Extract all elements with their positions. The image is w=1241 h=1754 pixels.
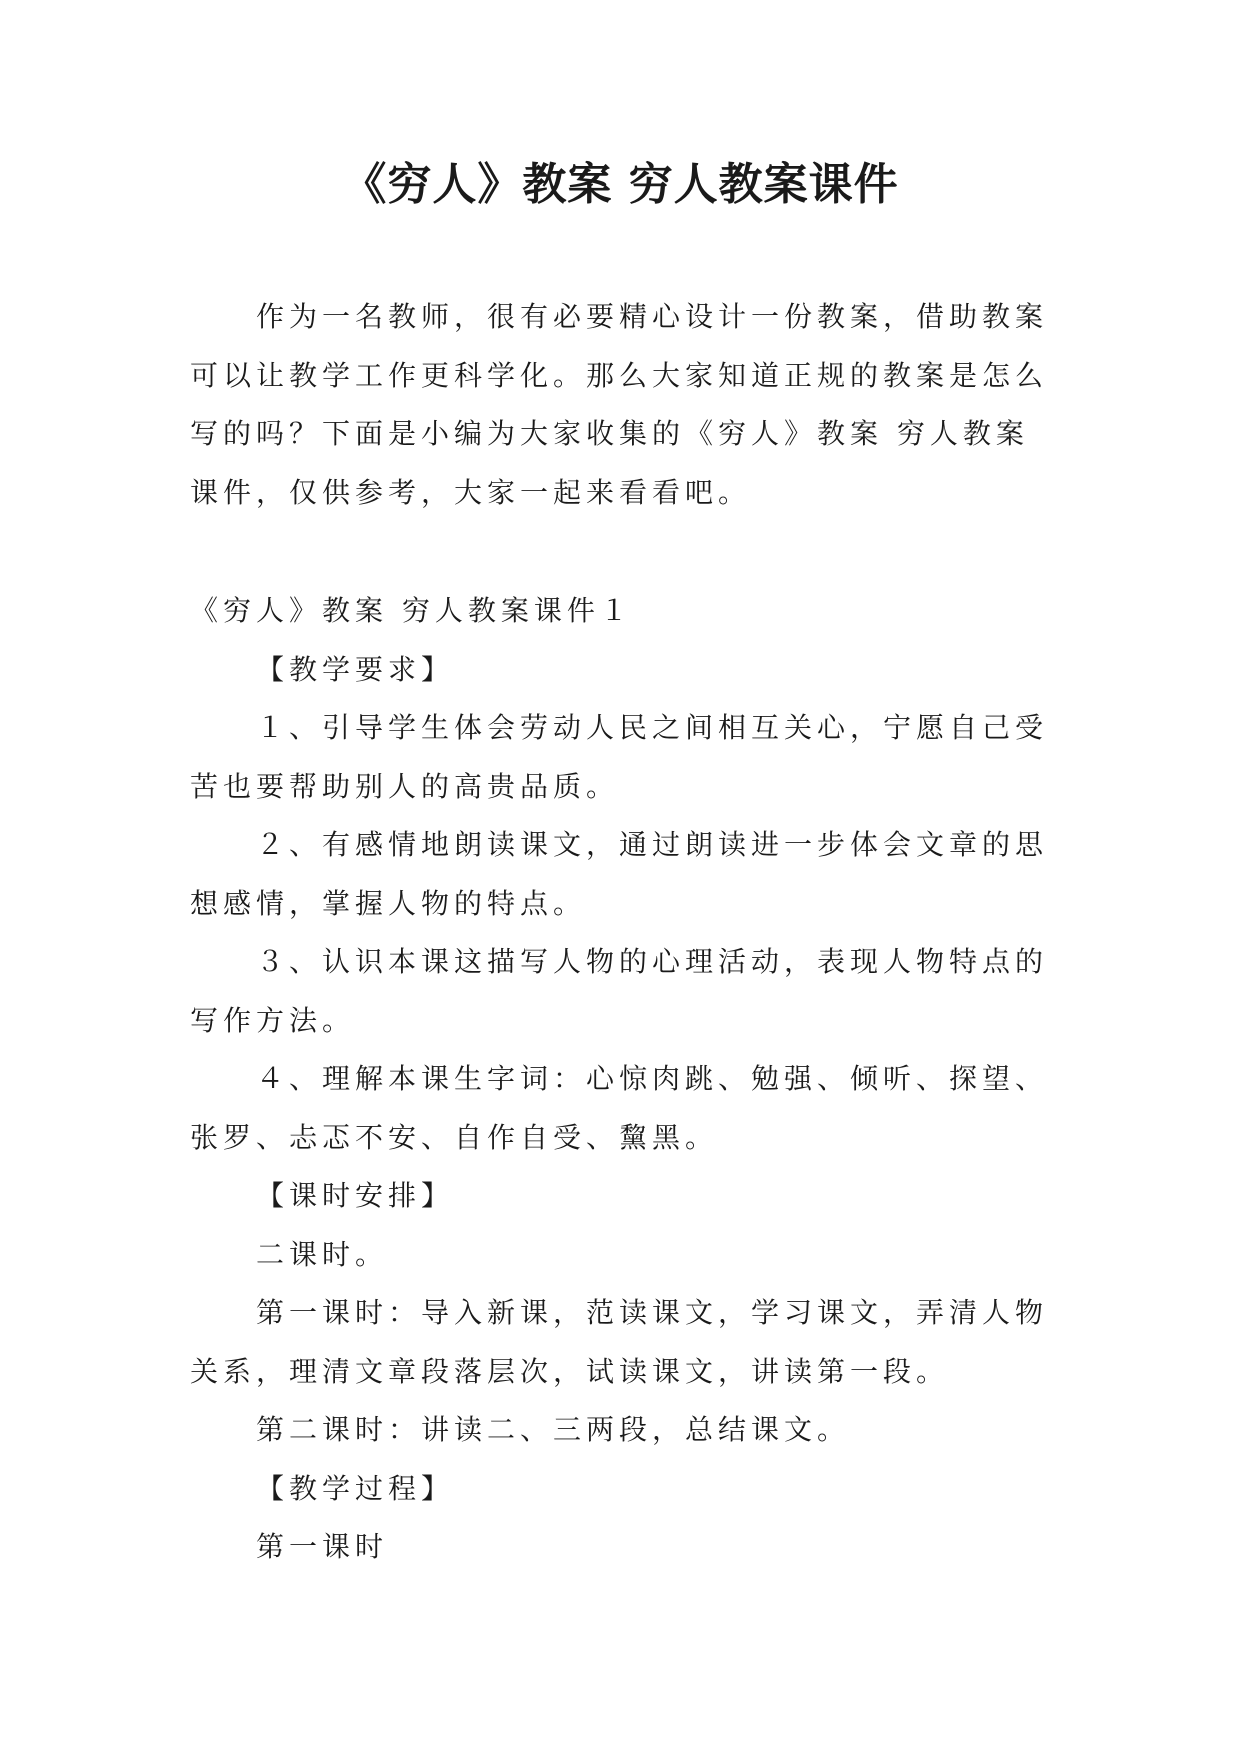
requirement-item: １、引导学生体会劳动人民之间相互关心，宁愿自己受苦也要帮助别人的高贵品质。 (190, 711, 1049, 803)
process-heading: 【教学过程】 (256, 1471, 455, 1505)
requirement-item: ４、理解本课生字词：心惊肉跳、勉强、倾听、探望、张罗、忐忑不安、自作自受、黧黑。 (190, 1062, 1049, 1154)
lesson-one-plan: 第一课时：导入新课，范读课文，学习课文，弄清人物关系，理清文章段落层次，试读课文，讲读第一段。 (190, 1296, 1049, 1388)
process-first-lesson: 第一课时 (256, 1530, 389, 1563)
schedule-heading: 【课时安排】 (256, 1179, 455, 1212)
requirement-item: ３、认识本课这描写人物的心理活动，表现人物特点的写作方法。 (190, 945, 1049, 1037)
paragraph-spacer (190, 522, 1052, 582)
requirement-item: ２、有感情地朗读课文，通过朗读进一步体会文章的思想感情，掌握人物的特点。 (190, 828, 1049, 920)
section-heading: 《穷人》教案 穷人教案课件１ (190, 594, 633, 627)
document-title: 《穷人》教案 穷人教案课件 (342, 159, 899, 210)
document-body (190, 288, 1052, 1577)
requirements-heading: 【教学要求】 (256, 652, 455, 686)
schedule-total: 二课时。 (256, 1237, 389, 1271)
intro-paragraph: 作为一名教师，很有必要精心设计一份教案，借助教案可以让教学工作更科学化。那么大家知道正规的教案是怎么写的吗？下面是小编为大家收集的《穷人》教案 穷人教案课件，仅供参考，大家一起来看看吧。 (190, 300, 1049, 509)
lesson-two-plan: 第二课时：讲读二、三两段，总结课文。 (256, 1413, 851, 1446)
